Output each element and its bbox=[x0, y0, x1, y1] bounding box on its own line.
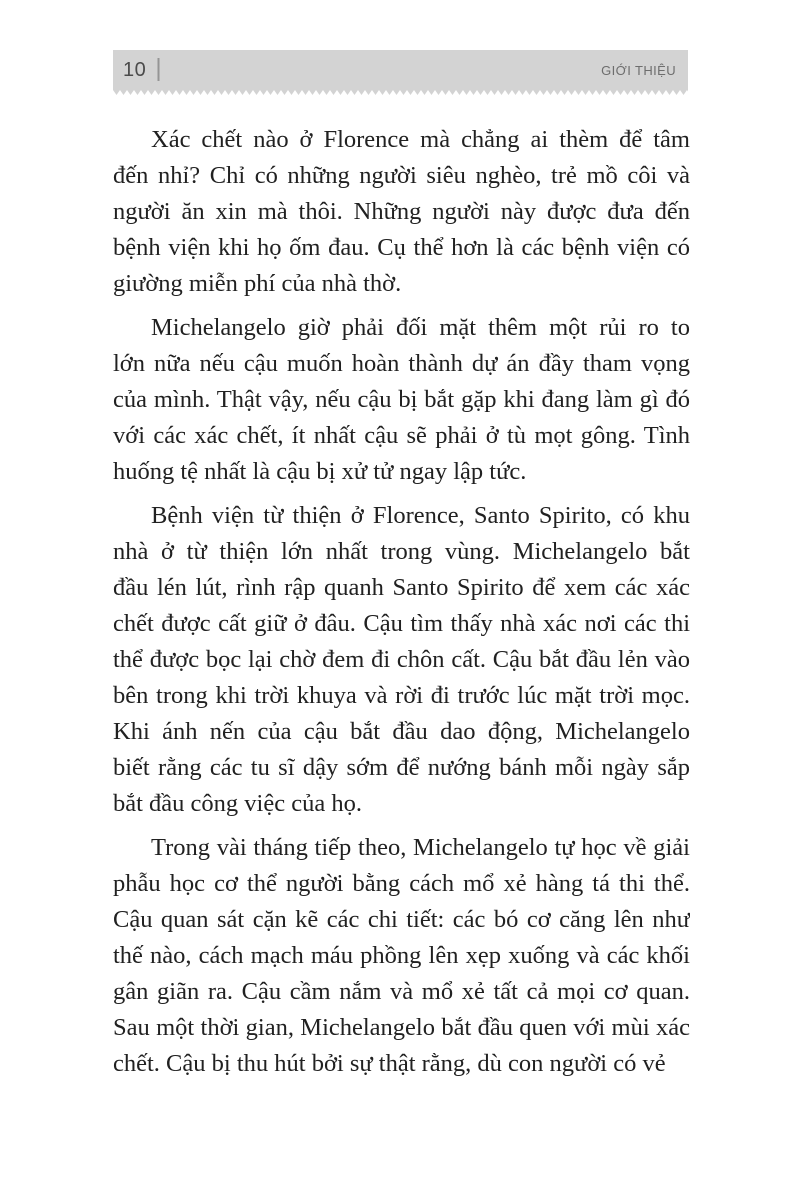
text-line: nhà ở từ thiện lớn nhất trong vùng. Michelangelo bắt bbox=[113, 538, 690, 565]
text-line: thế nào, cách mạch máu phồng lên xẹp xuống và các khối bbox=[113, 942, 690, 969]
sawtooth-edge bbox=[113, 90, 688, 95]
text-line: bên trong khi trời khuya và rời đi trước lúc mặt trời mọc. bbox=[113, 682, 690, 709]
text-line: bệnh viện khi họ ốm đau. Cụ thể hơn là các bệnh viện có bbox=[113, 234, 690, 261]
text-line: phẫu học cơ thể người bằng cách mổ xẻ hàng tá thi thể. bbox=[113, 870, 690, 897]
text-line: của mình. Thật vậy, nếu cậu bị bắt gặp khi đang làm gì đó bbox=[113, 386, 690, 413]
page-body bbox=[113, 122, 690, 1090]
text-line: Sau một thời gian, Michelangelo bắt đầu quen với mùi xác bbox=[113, 1014, 690, 1041]
text-line: Trong vài tháng tiếp theo, Michelangelo tự học về giải bbox=[151, 834, 690, 861]
page-number-separator: | bbox=[155, 53, 162, 82]
page-number: 10 bbox=[123, 58, 147, 81]
text-line: chết được cất giữ ở đâu. Cậu tìm thấy nhà xác nơi các thi bbox=[113, 610, 690, 637]
paragraph bbox=[113, 310, 690, 490]
text-line: Khi ánh nến của cậu bắt đầu dao động, Michelangelo bbox=[113, 718, 690, 745]
text-line: với các xác chết, ít nhất cậu sẽ phải ở tù mọt gông. Tình bbox=[113, 422, 690, 449]
text-line: biết rằng các tu sĩ dậy sớm để nướng bánh mỗi ngày sắp bbox=[113, 754, 690, 781]
text-line: người ăn xin mà thôi. Những người này được đưa đến bbox=[113, 198, 690, 225]
paragraph bbox=[113, 498, 690, 822]
text-line: Bệnh viện từ thiện ở Florence, Santo Spirito, có khu bbox=[151, 502, 690, 529]
text-line: lớn nữa nếu cậu muốn hoàn thành dự án đầy tham vọng bbox=[113, 350, 690, 377]
text-line: Xác chết nào ở Florence mà chẳng ai thèm để tâm bbox=[151, 126, 690, 153]
text-line: gân giãn ra. Cậu cầm nắm và mổ xẻ tất cả mọi cơ quan. bbox=[113, 978, 690, 1005]
paragraph bbox=[113, 122, 690, 302]
text-line: bắt đầu công việc của họ. bbox=[113, 790, 362, 817]
text-line: chết. Cậu bị thu hút bởi sự thật rằng, dù con người có vẻ bbox=[113, 1050, 666, 1077]
text-line: Cậu quan sát cặn kẽ các chi tiết: các bó cơ căng lên như bbox=[113, 906, 690, 933]
text-line: thể được bọc lại chờ đem đi chôn cất. Cậu bắt đầu lẻn vào bbox=[113, 646, 690, 673]
text-line: đầu lén lút, rình rập quanh Santo Spirito để xem các xác bbox=[113, 574, 690, 601]
text-line: Michelangelo giờ phải đối mặt thêm một rủi ro to bbox=[151, 314, 690, 341]
text-line: giường miễn phí của nhà thờ. bbox=[113, 270, 402, 297]
paragraph bbox=[113, 830, 690, 1082]
text-line: đến nhỉ? Chỉ có những người siêu nghèo, trẻ mồ côi và bbox=[113, 162, 690, 189]
text-line: huống tệ nhất là cậu bị xử tử ngay lập tức. bbox=[113, 458, 527, 485]
chapter-title: GIỚI THIỆU bbox=[601, 62, 676, 78]
running-header bbox=[113, 50, 688, 90]
